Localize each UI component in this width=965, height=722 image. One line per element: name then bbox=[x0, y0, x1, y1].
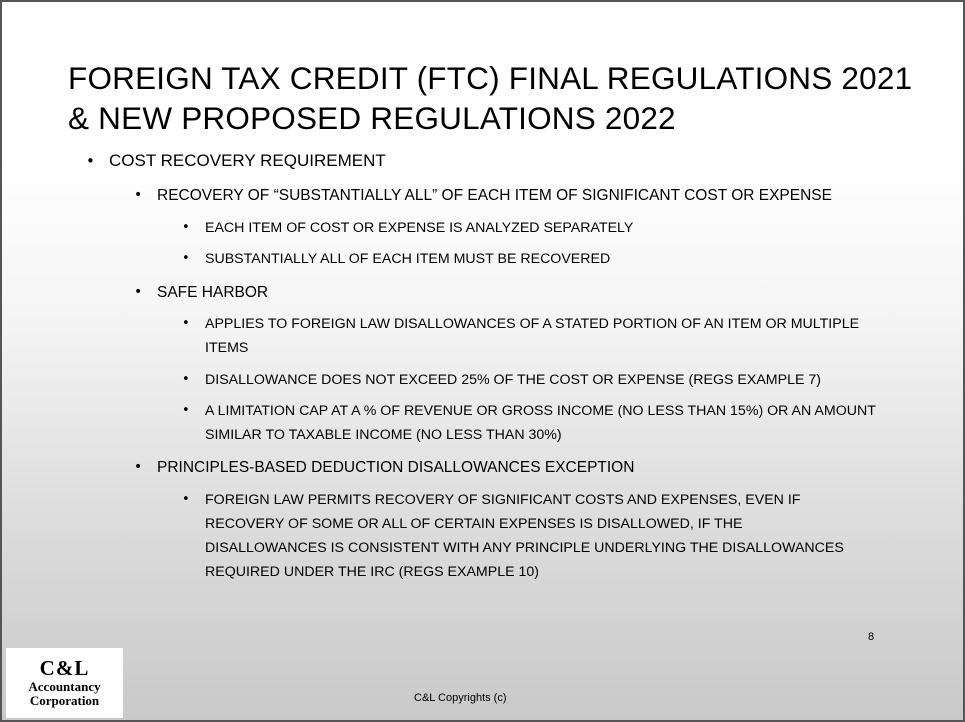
slide-title-line-2: & NEW PROPOSED REGULATIONS 2022 bbox=[68, 100, 676, 136]
bullet-item bbox=[182, 368, 905, 392]
bullet-item bbox=[134, 457, 947, 478]
bullet-item bbox=[182, 216, 905, 240]
page-number: 8 bbox=[868, 631, 875, 643]
bullet-text: DISALLOWANCE DOES NOT EXCEED 25% OF THE COST OR EXPENSE (REGS EXAMPLE 7) bbox=[205, 372, 821, 388]
bullet-text: FOREIGN LAW PERMITS RECOVERY OF SIGNIFICANT COSTS AND EXPENSES, EVEN IF RECOVERY OF SOME OR ALL OF CERTAIN EXPENSES IS DISALLOWED, IF THE DISALLOWANCES IS CONSISTENT WITH ANY PRINCIPLE UNDERLYING THE DISALLOWANCES REQUIRED UNDER THE IRC (REGS EXAMPLE 10) bbox=[205, 492, 844, 580]
bullet-item bbox=[134, 185, 947, 206]
slide-title-line-1: FOREIGN TAX CREDIT (FTC) FINAL REGULATIONS 2021 bbox=[68, 60, 913, 96]
bullet-icon: • bbox=[134, 187, 143, 203]
bullet-text: APPLIES TO FOREIGN LAW DISALLOWANCES OF A STATED PORTION OF AN ITEM OR MULTIPLE ITEMS bbox=[205, 316, 860, 356]
company-logo bbox=[6, 648, 123, 718]
bullet-item bbox=[182, 247, 905, 271]
bullet-text: COST RECOVERY REQUIREMENT bbox=[109, 151, 386, 170]
bullet-item bbox=[134, 282, 947, 303]
bullet-text: PRINCIPLES-BASED DEDUCTION DISALLOWANCES EXCEPTION bbox=[157, 459, 635, 476]
bullet-icon: • bbox=[182, 220, 190, 235]
bullet-icon: • bbox=[182, 316, 190, 331]
bullet-text: RECOVERY OF “SUBSTANTIALLY ALL” OF EACH ITEM OF SIGNIFICANT COST OR EXPENSE bbox=[157, 187, 832, 204]
bullet-icon: • bbox=[182, 251, 190, 266]
bullet-item bbox=[86, 150, 909, 172]
bullet-icon: • bbox=[182, 372, 190, 387]
bullet-icon: • bbox=[86, 152, 95, 170]
bullet-text: A LIMITATION CAP AT A % OF REVENUE OR GROSS INCOME (NO LESS THAN 15%) OR AN AMOUNT SIMILAR TO TAXABLE INCOME (NO LESS THAN 30%) bbox=[205, 403, 876, 443]
bullet-item bbox=[182, 488, 865, 584]
bullet-item bbox=[182, 399, 895, 447]
bullet-icon: • bbox=[182, 403, 190, 418]
bullet-text: EACH ITEM OF COST OR EXPENSE IS ANALYZED SEPARATELY bbox=[205, 220, 634, 236]
logo-name-line-1: Accountancy bbox=[28, 679, 101, 694]
bullet-text: SAFE HARBOR bbox=[157, 284, 269, 301]
bullet-icon: • bbox=[134, 284, 143, 300]
logo-mark: C&L bbox=[39, 656, 90, 680]
bullet-item bbox=[182, 312, 885, 360]
footer-copyright: C&L Copyrights (c) bbox=[414, 692, 507, 704]
bullet-text: SUBSTANTIALLY ALL OF EACH ITEM MUST BE RECOVERED bbox=[205, 251, 611, 267]
logo-name-line-2: Corporation bbox=[29, 693, 100, 708]
slide-body bbox=[2, 2, 963, 720]
bullet-icon: • bbox=[134, 459, 143, 475]
bullet-icon: • bbox=[182, 492, 190, 507]
